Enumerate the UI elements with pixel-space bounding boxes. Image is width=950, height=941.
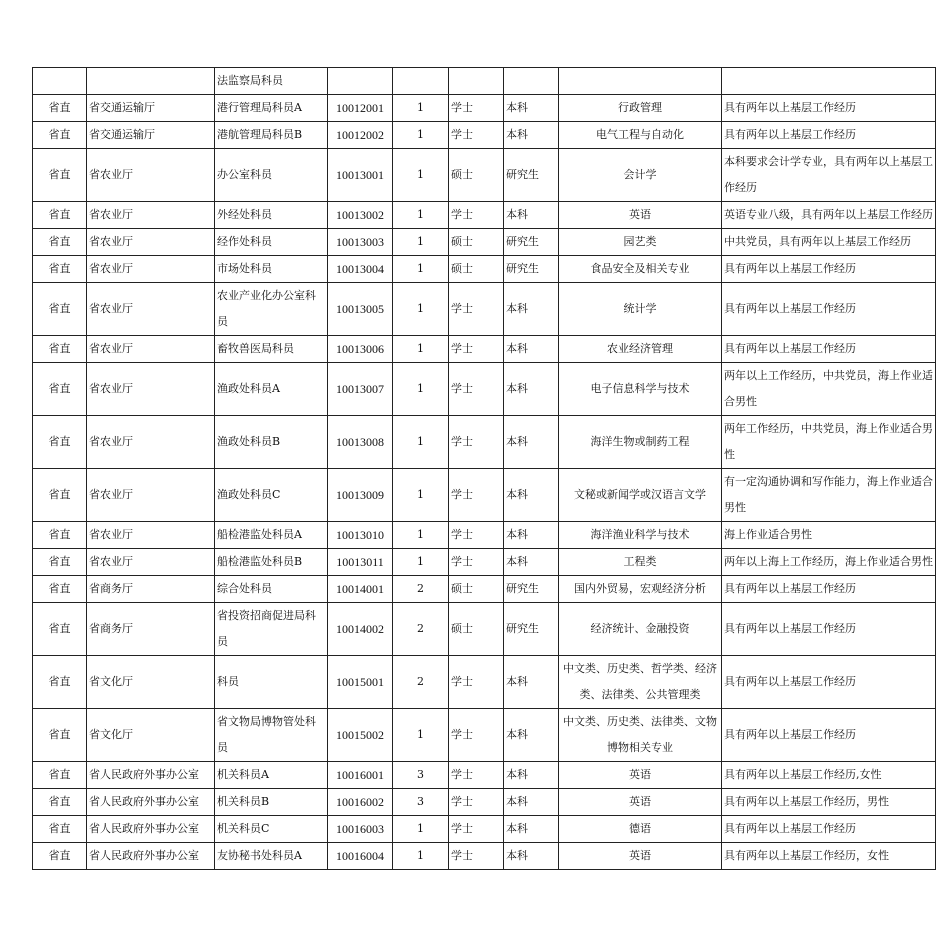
cell-code: 10013005 xyxy=(328,283,393,336)
cell-position: 港航管理局科员B xyxy=(215,122,328,149)
cell-major: 食品安全及相关专业 xyxy=(559,256,722,283)
cell-dept: 省文化厅 xyxy=(87,709,215,762)
cell-requirement: 有一定沟通协调和写作能力，海上作业适合男性 xyxy=(722,469,936,522)
cell-requirement: 两年以上海上工作经历，海上作业适合男性 xyxy=(722,549,936,576)
table-row xyxy=(33,603,936,656)
cell-degree: 学士 xyxy=(449,549,504,576)
cell-major: 园艺类 xyxy=(559,229,722,256)
cell-position: 办公室科员 xyxy=(215,149,328,202)
cell-education: 本科 xyxy=(504,469,559,522)
cell-requirement: 本科要求会计学专业，具有两年以上基层工作经历 xyxy=(722,149,936,202)
cell-code: 10013010 xyxy=(328,522,393,549)
cell-education: 本科 xyxy=(504,416,559,469)
cell-region: 省直 xyxy=(33,469,87,522)
cell-major: 英语 xyxy=(559,843,722,870)
cell-major xyxy=(559,68,722,95)
cell-major: 经济统计、金融投资 xyxy=(559,603,722,656)
cell-region: 省直 xyxy=(33,576,87,603)
cell-requirement: 具有两年以上基层工作经历 xyxy=(722,603,936,656)
cell-dept: 省商务厅 xyxy=(87,603,215,656)
cell-dept: 省商务厅 xyxy=(87,576,215,603)
cell-requirement xyxy=(722,68,936,95)
cell-degree: 硕士 xyxy=(449,256,504,283)
cell-position: 渔政处科员B xyxy=(215,416,328,469)
cell-code: 10014002 xyxy=(328,603,393,656)
table-row xyxy=(33,762,936,789)
cell-code: 10013009 xyxy=(328,469,393,522)
cell-education: 研究生 xyxy=(504,576,559,603)
cell-count: 3 xyxy=(393,789,449,816)
cell-requirement: 具有两年以上基层工作经历 xyxy=(722,122,936,149)
cell-education xyxy=(504,68,559,95)
cell-count: 1 xyxy=(393,95,449,122)
table-row xyxy=(33,283,936,336)
table-row xyxy=(33,656,936,709)
cell-code: 10016003 xyxy=(328,816,393,843)
cell-position: 畜牧兽医局科员 xyxy=(215,336,328,363)
cell-position: 船检港监处科员A xyxy=(215,522,328,549)
cell-dept: 省文化厅 xyxy=(87,656,215,709)
table-row xyxy=(33,68,936,95)
cell-region: 省直 xyxy=(33,95,87,122)
cell-position: 渔政处科员C xyxy=(215,469,328,522)
cell-position: 市场处科员 xyxy=(215,256,328,283)
cell-region: 省直 xyxy=(33,789,87,816)
cell-count: 3 xyxy=(393,762,449,789)
cell-degree: 学士 xyxy=(449,762,504,789)
cell-count: 1 xyxy=(393,549,449,576)
cell-degree: 学士 xyxy=(449,816,504,843)
cell-requirement: 具有两年以上基层工作经历 xyxy=(722,576,936,603)
cell-region: 省直 xyxy=(33,549,87,576)
cell-dept: 省人民政府外事办公室 xyxy=(87,762,215,789)
cell-requirement: 具有两年以上基层工作经历，男性 xyxy=(722,789,936,816)
cell-region: 省直 xyxy=(33,816,87,843)
cell-major: 工程类 xyxy=(559,549,722,576)
cell-degree: 硕士 xyxy=(449,576,504,603)
table-row xyxy=(33,816,936,843)
cell-requirement: 具有两年以上基层工作经历 xyxy=(722,709,936,762)
cell-code: 10013004 xyxy=(328,256,393,283)
cell-region: 省直 xyxy=(33,283,87,336)
cell-position: 外经处科员 xyxy=(215,202,328,229)
cell-degree: 学士 xyxy=(449,656,504,709)
cell-education: 研究生 xyxy=(504,256,559,283)
cell-requirement: 具有两年以上基层工作经历，女性 xyxy=(722,843,936,870)
cell-education: 研究生 xyxy=(504,229,559,256)
cell-region: 省直 xyxy=(33,363,87,416)
cell-education: 本科 xyxy=(504,656,559,709)
cell-education: 研究生 xyxy=(504,149,559,202)
cell-requirement: 中共党员，具有两年以上基层工作经历 xyxy=(722,229,936,256)
cell-education: 研究生 xyxy=(504,603,559,656)
cell-code: 10015002 xyxy=(328,709,393,762)
cell-education: 本科 xyxy=(504,816,559,843)
cell-code: 10013008 xyxy=(328,416,393,469)
cell-major: 电气工程与自动化 xyxy=(559,122,722,149)
cell-count: 1 xyxy=(393,416,449,469)
cell-education: 本科 xyxy=(504,283,559,336)
cell-count: 2 xyxy=(393,576,449,603)
cell-major: 海洋生物或制药工程 xyxy=(559,416,722,469)
table-row xyxy=(33,122,936,149)
cell-region: 省直 xyxy=(33,709,87,762)
cell-education: 本科 xyxy=(504,522,559,549)
table-row xyxy=(33,843,936,870)
cell-dept: 省农业厅 xyxy=(87,229,215,256)
cell-dept xyxy=(87,68,215,95)
cell-region: 省直 xyxy=(33,149,87,202)
cell-education: 本科 xyxy=(504,95,559,122)
cell-requirement: 海上作业适合男性 xyxy=(722,522,936,549)
cell-degree: 学士 xyxy=(449,336,504,363)
table-body xyxy=(33,68,936,870)
cell-education: 本科 xyxy=(504,789,559,816)
cell-count: 1 xyxy=(393,122,449,149)
cell-degree: 学士 xyxy=(449,95,504,122)
cell-degree: 学士 xyxy=(449,202,504,229)
cell-degree: 学士 xyxy=(449,469,504,522)
cell-count: 1 xyxy=(393,283,449,336)
cell-dept: 省农业厅 xyxy=(87,149,215,202)
cell-code: 10013001 xyxy=(328,149,393,202)
cell-code: 10014001 xyxy=(328,576,393,603)
cell-degree: 学士 xyxy=(449,522,504,549)
cell-requirement: 具有两年以上基层工作经历,女性 xyxy=(722,762,936,789)
table-row xyxy=(33,522,936,549)
cell-education: 本科 xyxy=(504,122,559,149)
cell-requirement: 具有两年以上基层工作经历 xyxy=(722,336,936,363)
cell-code: 10013003 xyxy=(328,229,393,256)
cell-count: 1 xyxy=(393,363,449,416)
table-row xyxy=(33,202,936,229)
cell-major: 英语 xyxy=(559,789,722,816)
cell-major: 英语 xyxy=(559,762,722,789)
cell-count: 2 xyxy=(393,656,449,709)
cell-count: 1 xyxy=(393,202,449,229)
cell-code: 10012001 xyxy=(328,95,393,122)
cell-position: 科员 xyxy=(215,656,328,709)
table-row xyxy=(33,709,936,762)
cell-count: 1 xyxy=(393,229,449,256)
cell-dept: 省人民政府外事办公室 xyxy=(87,843,215,870)
cell-count: 1 xyxy=(393,816,449,843)
cell-major: 海洋渔业科学与技术 xyxy=(559,522,722,549)
cell-region: 省直 xyxy=(33,843,87,870)
cell-education: 本科 xyxy=(504,363,559,416)
cell-count xyxy=(393,68,449,95)
cell-region: 省直 xyxy=(33,229,87,256)
cell-requirement: 两年以上工作经历，中共党员，海上作业适合男性 xyxy=(722,363,936,416)
cell-major: 电子信息科学与技术 xyxy=(559,363,722,416)
cell-dept: 省农业厅 xyxy=(87,256,215,283)
cell-education: 本科 xyxy=(504,549,559,576)
cell-major: 行政管理 xyxy=(559,95,722,122)
cell-requirement: 具有两年以上基层工作经历 xyxy=(722,283,936,336)
table-row xyxy=(33,549,936,576)
cell-education: 本科 xyxy=(504,762,559,789)
cell-position: 船检港监处科员B xyxy=(215,549,328,576)
cell-major: 统计学 xyxy=(559,283,722,336)
cell-requirement: 具有两年以上基层工作经历 xyxy=(722,656,936,709)
cell-position: 机关科员A xyxy=(215,762,328,789)
table-row xyxy=(33,229,936,256)
cell-code xyxy=(328,68,393,95)
cell-degree xyxy=(449,68,504,95)
cell-dept: 省人民政府外事办公室 xyxy=(87,789,215,816)
cell-dept: 省农业厅 xyxy=(87,336,215,363)
cell-degree: 硕士 xyxy=(449,229,504,256)
cell-code: 10015001 xyxy=(328,656,393,709)
cell-position: 友协秘书处科员A xyxy=(215,843,328,870)
cell-code: 10013006 xyxy=(328,336,393,363)
cell-degree: 硕士 xyxy=(449,603,504,656)
cell-count: 1 xyxy=(393,336,449,363)
cell-dept: 省交通运输厅 xyxy=(87,95,215,122)
cell-region: 省直 xyxy=(33,522,87,549)
cell-code: 10016001 xyxy=(328,762,393,789)
table-row xyxy=(33,256,936,283)
cell-region xyxy=(33,68,87,95)
cell-position: 省投资招商促进局科员 xyxy=(215,603,328,656)
cell-position: 农业产业化办公室科员 xyxy=(215,283,328,336)
cell-dept: 省人民政府外事办公室 xyxy=(87,816,215,843)
table-row xyxy=(33,789,936,816)
table-row xyxy=(33,469,936,522)
cell-code: 10013007 xyxy=(328,363,393,416)
cell-major: 农业经济管理 xyxy=(559,336,722,363)
cell-region: 省直 xyxy=(33,603,87,656)
cell-region: 省直 xyxy=(33,122,87,149)
table-row xyxy=(33,416,936,469)
cell-degree: 硕士 xyxy=(449,149,504,202)
table-row xyxy=(33,95,936,122)
cell-position: 渔政处科员A xyxy=(215,363,328,416)
cell-code: 10013011 xyxy=(328,549,393,576)
cell-position: 省文物局博物管处科员 xyxy=(215,709,328,762)
cell-major: 国内外贸易，宏观经济分析 xyxy=(559,576,722,603)
cell-count: 1 xyxy=(393,256,449,283)
table-row xyxy=(33,149,936,202)
cell-region: 省直 xyxy=(33,762,87,789)
cell-region: 省直 xyxy=(33,202,87,229)
table-row xyxy=(33,363,936,416)
cell-position: 机关科员C xyxy=(215,816,328,843)
cell-dept: 省农业厅 xyxy=(87,416,215,469)
cell-position: 机关科员B xyxy=(215,789,328,816)
table-row xyxy=(33,336,936,363)
cell-major: 英语 xyxy=(559,202,722,229)
cell-education: 本科 xyxy=(504,336,559,363)
cell-position: 港行管理局科员A xyxy=(215,95,328,122)
cell-degree: 学士 xyxy=(449,709,504,762)
cell-region: 省直 xyxy=(33,416,87,469)
cell-major: 中文类、历史类、法律类、文物博物相关专业 xyxy=(559,709,722,762)
cell-count: 1 xyxy=(393,522,449,549)
cell-code: 10012002 xyxy=(328,122,393,149)
cell-major: 德语 xyxy=(559,816,722,843)
cell-degree: 学士 xyxy=(449,283,504,336)
cell-dept: 省农业厅 xyxy=(87,202,215,229)
cell-education: 本科 xyxy=(504,843,559,870)
cell-requirement: 具有两年以上基层工作经历 xyxy=(722,95,936,122)
cell-count: 1 xyxy=(393,709,449,762)
cell-code: 10016004 xyxy=(328,843,393,870)
cell-degree: 学士 xyxy=(449,789,504,816)
job-table xyxy=(32,67,936,870)
cell-degree: 学士 xyxy=(449,122,504,149)
cell-degree: 学士 xyxy=(449,363,504,416)
cell-count: 2 xyxy=(393,603,449,656)
cell-dept: 省农业厅 xyxy=(87,283,215,336)
cell-dept: 省农业厅 xyxy=(87,469,215,522)
cell-count: 1 xyxy=(393,149,449,202)
cell-requirement: 具有两年以上基层工作经历 xyxy=(722,256,936,283)
cell-education: 本科 xyxy=(504,202,559,229)
cell-major: 会计学 xyxy=(559,149,722,202)
cell-count: 1 xyxy=(393,469,449,522)
cell-dept: 省交通运输厅 xyxy=(87,122,215,149)
cell-degree: 学士 xyxy=(449,843,504,870)
cell-requirement: 两年工作经历，中共党员，海上作业适合男性 xyxy=(722,416,936,469)
cell-dept: 省农业厅 xyxy=(87,549,215,576)
cell-position: 经作处科员 xyxy=(215,229,328,256)
cell-region: 省直 xyxy=(33,336,87,363)
cell-major: 中文类、历史类、哲学类、经济类、法律类、公共管理类 xyxy=(559,656,722,709)
cell-count: 1 xyxy=(393,843,449,870)
cell-requirement: 具有两年以上基层工作经历 xyxy=(722,816,936,843)
cell-position: 法监察局科员 xyxy=(215,68,328,95)
cell-requirement: 英语专业八级，具有两年以上基层工作经历 xyxy=(722,202,936,229)
cell-position: 综合处科员 xyxy=(215,576,328,603)
table-row xyxy=(33,576,936,603)
cell-code: 10016002 xyxy=(328,789,393,816)
cell-code: 10013002 xyxy=(328,202,393,229)
cell-degree: 学士 xyxy=(449,416,504,469)
cell-education: 本科 xyxy=(504,709,559,762)
cell-region: 省直 xyxy=(33,256,87,283)
cell-major: 文秘或新闻学或汉语言文学 xyxy=(559,469,722,522)
cell-region: 省直 xyxy=(33,656,87,709)
cell-dept: 省农业厅 xyxy=(87,522,215,549)
cell-dept: 省农业厅 xyxy=(87,363,215,416)
